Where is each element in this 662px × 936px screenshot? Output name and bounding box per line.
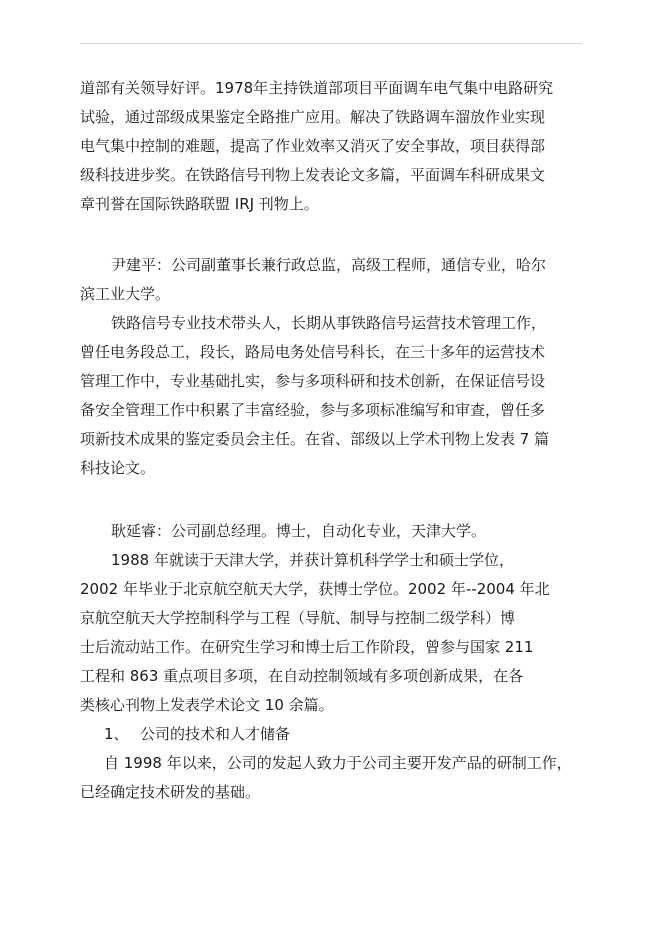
paragraph-geng-yanrui-title [80, 517, 582, 546]
paragraph-railway-achievements [80, 74, 582, 219]
paragraph-yin-jianping-title [80, 251, 582, 309]
paragraph-gap [80, 483, 582, 517]
text-line: 试验，通过部级成果鉴定全路推广应用。解决了铁路调车溜放作业实现 [80, 108, 546, 126]
text-line: 类核心刊物上发表学术论文 10 余篇。 [80, 696, 334, 714]
text-line: 章刊誉在国际铁路联盟 IRJ 刊物上。 [80, 195, 319, 213]
text-line: 铁路信号专业技术带头人，长期从事铁路信号运营技术管理工作， [111, 314, 547, 332]
text-line: 1988 年就读于天津大学，并获计算机科学学士和硕士学位， [111, 551, 514, 569]
paragraph-geng-yanrui-bio [80, 546, 582, 720]
section-heading-tech-talent [80, 720, 582, 749]
text-line: 科技论文。 [80, 459, 156, 477]
paragraph-yin-jianping-bio [80, 309, 582, 483]
section-heading-line [80, 720, 582, 749]
text-line: 管理工作中，专业基础扎实，参与多项科研和技术创新，在保证信号设 [80, 372, 546, 390]
text-line: 2002 年毕业于北京航空航天大学，获博士学位。2002 年--2004 年北 [80, 580, 550, 598]
text-line: 京航空航天大学控制科学与工程（导航、制导与控制二级学科）博 [80, 609, 516, 627]
text-line: 道部有关领导好评。1978年主持铁道部项目平面调车电气集中电路研究 [80, 79, 554, 97]
text-line: 电气集中控制的难题，提高了作业效率又消灭了安全事故，项目获得部 [80, 137, 546, 155]
text-line: 项新技术成果的鉴定委员会主任。在省、部级以上学术刊物上发表 7 篇 [80, 430, 550, 448]
section-heading-text: 公司的技术和人才储备 [140, 725, 291, 743]
text-line: 级科技进步奖。在铁路信号刊物上发表论文多篇，平面调车科研成果文 [80, 166, 546, 184]
header-divider [80, 43, 582, 44]
section-number: 1、 [104, 725, 129, 743]
text-line: 备安全管理工作中积累了丰富经验，参与多项标准编写和审查，曾任多 [80, 401, 546, 419]
text-line: 曾任电务段总工，段长，路局电务处信号科长，在三十多年的运营技术 [80, 343, 546, 361]
text-line: 已经确定技术研发的基础。 [80, 783, 261, 801]
text-line: 工程和 863 重点项目多项，在自动控制领域有多项创新成果，在各 [80, 667, 524, 685]
text-line: 滨工业大学。 [80, 285, 171, 303]
text-line: 自 1998 年以来，公司的发起人致力于公司主要开发产品的研制工作， [104, 754, 572, 772]
paragraph-tech-foundation [80, 749, 582, 807]
text-line: 士后流动站工作。在研究生学习和博士后工作阶段，曾参与国家 211 [80, 638, 534, 656]
document-body [80, 74, 582, 807]
text-line: 耿延睿：公司副总经理。博士，自动化专业，天津大学。 [111, 522, 487, 540]
paragraph-gap [80, 219, 582, 251]
text-line: 尹建平：公司副董事长兼行政总监，高级工程师，通信专业，哈尔 [111, 256, 547, 274]
